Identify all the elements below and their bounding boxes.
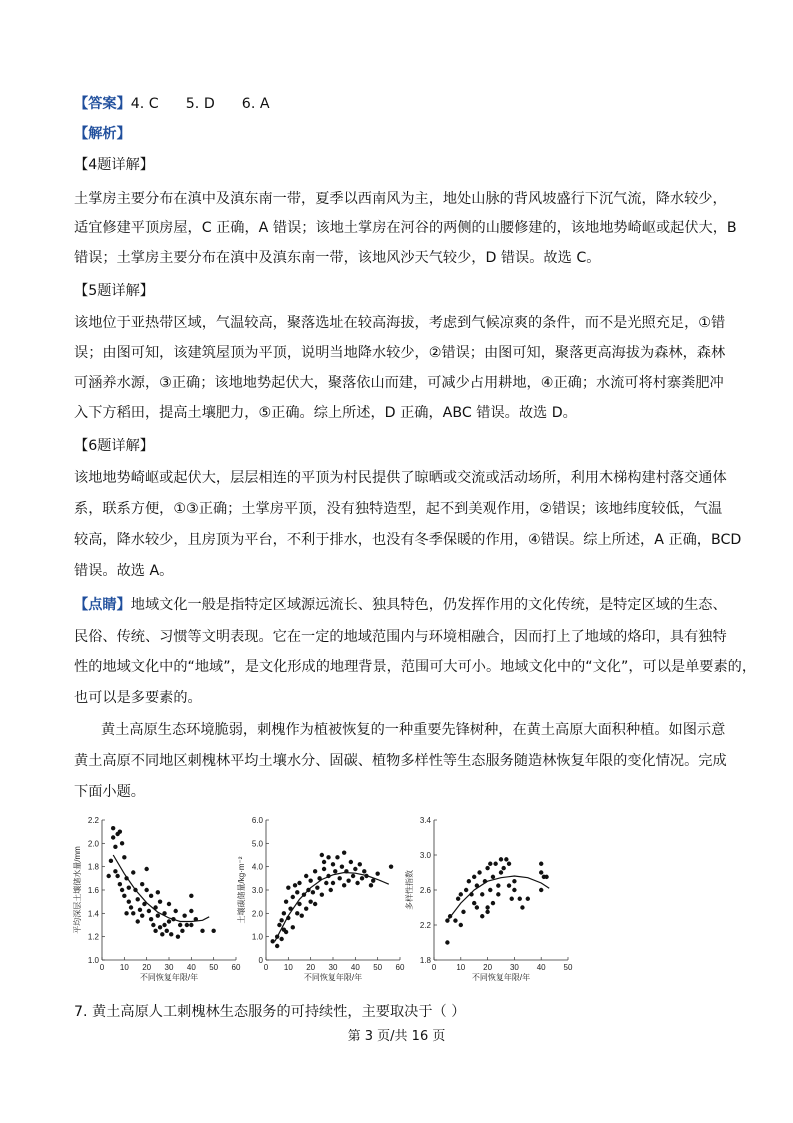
- x-tick-label: 50: [209, 963, 219, 972]
- y-axis-label: 土壤碳储量/kg·m⁻²: [237, 856, 246, 924]
- data-point: [329, 888, 333, 892]
- data-point: [544, 875, 548, 879]
- data-point: [153, 929, 157, 933]
- data-point: [371, 878, 375, 882]
- data-point: [358, 862, 362, 866]
- data-point: [127, 899, 131, 903]
- data-point: [189, 894, 193, 898]
- q4-text-line: 错误；土掌房主要分布在滇中及滇东南一带，该地风沙天气较少，D 错误。故选 C。: [74, 250, 601, 266]
- data-point: [147, 909, 151, 913]
- y-tick-label: 2.2: [419, 921, 431, 930]
- intro-text-line: 黄土高原生态环境脆弱，刺槐作为植被恢复的一种重要先锋树种，在黄土高原大面积种植。如图示意: [101, 722, 726, 738]
- data-point: [539, 870, 543, 874]
- q5-header: 【5题详解】: [74, 283, 154, 299]
- data-point: [151, 923, 155, 927]
- data-point: [313, 869, 317, 873]
- chart-soil-carbon: [232, 812, 412, 996]
- x-tick-label: 10: [119, 963, 129, 972]
- data-point: [488, 888, 492, 892]
- data-point: [293, 883, 297, 887]
- question-7: 7. 黄土高原人工刺槐林生态服务的可持续性，主要取决于（ ）: [74, 1004, 466, 1020]
- dianjing-line: 【点睛】地域文化一般是指特定区域源远流长、独具特色，仍发挥作用的文化传统，是特定区域的生态、: [74, 597, 727, 613]
- data-point: [113, 845, 117, 849]
- data-point: [211, 929, 215, 933]
- data-point: [286, 885, 290, 889]
- data-point: [122, 894, 126, 898]
- data-point: [140, 913, 144, 917]
- data-point: [149, 917, 153, 921]
- analysis-label: 【解析】: [74, 126, 131, 142]
- data-point: [189, 909, 193, 913]
- data-point: [291, 895, 295, 899]
- y-tick-label: 2.0: [251, 909, 263, 919]
- x-tick-label: 60: [395, 963, 405, 972]
- data-point: [346, 878, 350, 882]
- y-axis-label: 平均深层土壤储水量/mm: [73, 846, 82, 934]
- x-tick-label: 40: [186, 963, 196, 972]
- y-tick-label: 1.0: [87, 956, 99, 965]
- data-point: [331, 881, 335, 885]
- x-axis-label: 不同恢复年限/年: [471, 973, 531, 982]
- data-point: [389, 864, 393, 868]
- data-point: [138, 908, 142, 912]
- data-point: [311, 890, 315, 894]
- x-tick-label: 60: [231, 963, 241, 972]
- data-point: [491, 875, 495, 879]
- data-point: [136, 919, 140, 923]
- y-tick-label: 4.0: [251, 862, 263, 872]
- chart-soil-carbon-svg: [232, 812, 412, 992]
- data-point: [496, 883, 500, 887]
- x-tick-label: 20: [142, 963, 152, 972]
- data-point: [322, 867, 326, 871]
- data-point: [351, 874, 355, 878]
- data-point: [355, 881, 359, 885]
- data-point: [297, 881, 301, 885]
- y-tick-label: 3.0: [419, 851, 431, 860]
- data-point: [127, 885, 131, 889]
- chart-diversity-svg: [400, 812, 580, 992]
- data-point: [315, 885, 319, 889]
- data-point: [279, 937, 283, 941]
- dianjing-text-line: 性的地域文化中的“地域”，是文化形成的地理背景，范围可大可小。地域文化中的“文化”，可以是单要素的，: [74, 659, 757, 675]
- y-axis-label: 多样性指数: [405, 870, 414, 910]
- data-point: [308, 899, 312, 903]
- answer-text: 4. C 5. D 6. A: [130, 96, 270, 112]
- data-point: [375, 871, 379, 875]
- data-point: [491, 901, 495, 905]
- data-point: [167, 919, 171, 923]
- x-axis-label: 不同恢复年限/年: [303, 973, 363, 982]
- data-point: [480, 914, 484, 918]
- data-point: [464, 888, 468, 892]
- x-tick-label: 20: [483, 963, 493, 972]
- data-point: [331, 862, 335, 866]
- data-point: [149, 894, 153, 898]
- data-point: [507, 862, 511, 866]
- data-point: [107, 874, 111, 878]
- data-point: [180, 929, 184, 933]
- x-tick-label: 50: [373, 963, 383, 972]
- dianjing-text-line: 民俗、传统、习惯等文明表现。它在一定的地域范围内与环境相融合，因而打上了地域的烙印，具有独特: [74, 629, 727, 645]
- data-point: [496, 892, 500, 896]
- data-point: [156, 890, 160, 894]
- data-point: [475, 905, 479, 909]
- data-point: [353, 867, 357, 871]
- data-point: [109, 859, 113, 863]
- q5-text-line: 误；由图可知，该建筑屋顶为平顶，说明当地降水较少，②错误；由图可知，聚落更高海拔为森林，森林: [74, 345, 726, 361]
- data-point: [156, 913, 160, 917]
- x-tick-label: 0: [99, 963, 105, 972]
- x-tick-label: 40: [350, 963, 360, 972]
- data-point: [122, 855, 126, 859]
- data-point: [271, 939, 275, 943]
- data-point: [140, 882, 144, 886]
- data-point: [320, 892, 324, 896]
- intro-text-line: 下面小题。: [74, 784, 145, 800]
- data-point: [526, 897, 530, 901]
- data-point: [275, 944, 279, 948]
- chart-soil-water: [68, 812, 248, 996]
- intro-text-line: 黄土高原不同地区刺槐林平均土壤水分、固碳、植物多样性等生态服务随造林恢复年限的变化情况。完成: [74, 753, 727, 769]
- data-point: [333, 869, 337, 873]
- data-point: [162, 923, 166, 927]
- data-point: [322, 860, 326, 864]
- q4-text-line: 土掌房主要分布在滇中及滇东南一带，夏季以西南风为主，地处山脉的背风坡盛行下沉气流，降水较少，: [74, 191, 727, 207]
- y-tick-label: 2.6: [419, 886, 431, 895]
- q6-text-line: 系，联系方便，①③正确；土掌房平顶，没有独特造型，起不到美观作用，②错误；该地纬度较低，气温: [74, 501, 723, 517]
- dianjing-text-line: 也可以是多要素的。: [74, 690, 202, 706]
- y-tick-label: 1.2: [87, 932, 99, 942]
- data-point: [169, 932, 173, 936]
- data-point: [120, 841, 124, 845]
- x-tick-label: 10: [283, 963, 293, 972]
- answer-line: [74, 94, 270, 114]
- x-tick-label: 30: [509, 963, 519, 972]
- data-point: [518, 897, 522, 901]
- data-point: [304, 874, 308, 878]
- data-point: [362, 869, 366, 873]
- data-point: [282, 911, 286, 915]
- q6-text-line: 该地地势崎岖或起伏大，层层相连的平顶为村民提供了晾晒或交流或活动场所，利用木梯构建村落交通体: [74, 470, 727, 486]
- data-point: [335, 855, 339, 859]
- data-point: [313, 902, 317, 906]
- y-tick-label: 1.0: [251, 932, 263, 942]
- data-point: [111, 835, 115, 839]
- data-point: [118, 882, 122, 886]
- x-tick-label: 40: [536, 963, 546, 972]
- y-tick-label: 2.0: [87, 839, 99, 849]
- chart-soil-water-svg: [68, 812, 248, 992]
- data-point: [295, 890, 299, 894]
- data-point: [488, 862, 492, 866]
- x-tick-label: 20: [306, 963, 316, 972]
- y-tick-label: 6.0: [251, 816, 263, 825]
- q6-text-line: 较高，降水较少，且房顶为平台，不利于排水，也没有冬季保暖的作用，④错误。综上所述，A 正确，BCD: [74, 532, 742, 548]
- data-point: [174, 909, 178, 913]
- q5-text-line: 该地位于亚热带区域，气温较高，聚落选址在较高海拔，考虑到气候凉爽的条件，而不是光照充足，①错: [74, 315, 726, 331]
- x-axis-label: 不同恢复年限/年: [139, 973, 199, 982]
- data-point: [459, 892, 463, 896]
- data-point: [461, 910, 465, 914]
- data-point: [165, 929, 169, 933]
- y-tick-label: 1.6: [87, 886, 99, 895]
- data-point: [118, 829, 122, 833]
- data-point: [453, 918, 457, 922]
- data-point: [178, 923, 182, 927]
- data-point: [501, 866, 505, 870]
- y-tick-label: 1.4: [87, 909, 99, 919]
- data-point: [342, 883, 346, 887]
- data-point: [338, 876, 342, 880]
- data-point: [144, 888, 148, 892]
- data-point: [539, 862, 543, 866]
- y-tick-label: 0: [258, 956, 263, 965]
- y-tick-label: 1.8: [87, 862, 99, 872]
- data-point: [158, 925, 162, 929]
- data-point: [129, 905, 133, 909]
- dianjing-label: 【点睛】: [74, 597, 131, 613]
- data-point: [279, 918, 283, 922]
- data-point: [284, 899, 288, 903]
- data-point: [369, 883, 373, 887]
- y-tick-label: 1.8: [419, 956, 431, 965]
- data-point: [467, 879, 471, 883]
- data-point: [136, 897, 140, 901]
- data-point: [472, 901, 476, 905]
- data-point: [459, 923, 463, 927]
- data-point: [167, 902, 171, 906]
- data-point: [510, 897, 514, 901]
- data-point: [340, 864, 344, 868]
- data-point: [320, 853, 324, 857]
- q6-text-line: 错误。故选 A。: [74, 563, 174, 579]
- data-point: [520, 905, 524, 909]
- data-point: [182, 913, 186, 917]
- data-point: [342, 850, 346, 854]
- data-point: [284, 930, 288, 934]
- data-point: [507, 883, 511, 887]
- data-point: [176, 934, 180, 938]
- data-point: [504, 857, 508, 861]
- x-tick-label: 0: [431, 963, 437, 972]
- chart-diversity: [400, 812, 580, 996]
- data-point: [158, 899, 162, 903]
- y-tick-label: 2.2: [87, 816, 99, 825]
- data-point: [113, 869, 117, 873]
- data-point: [539, 888, 543, 892]
- answer-label: 【答案】: [74, 96, 131, 112]
- data-point: [115, 874, 119, 878]
- q4-text-line: 适宜修建平顶房屋，C 正确，A 错误；该地土掌房在河谷的两侧的山腰修建的，该地地势崎岖或起伏大，B: [74, 220, 737, 236]
- data-point: [295, 911, 299, 915]
- page-footer: 第 3 页/共 16 页: [347, 1029, 446, 1044]
- data-point: [304, 906, 308, 910]
- data-point: [324, 881, 328, 885]
- data-point: [485, 910, 489, 914]
- q5-text-line: 可涵养水源，③正确；该地地势起伏大，聚落依山而建，可减少占用耕地，④正确；水流可将村寨粪肥冲: [74, 375, 724, 391]
- q5-text-line: 入下方稻田，提高土壤肥力，⑤正确。综上所述，D 正确，ABC 错误。故选 D。: [74, 405, 577, 421]
- data-point: [185, 923, 189, 927]
- x-tick-label: 30: [328, 963, 338, 972]
- data-point: [111, 826, 115, 830]
- data-point: [200, 929, 204, 933]
- x-tick-label: 0: [263, 963, 269, 972]
- data-point: [131, 870, 135, 874]
- y-tick-label: 3.4: [419, 816, 431, 825]
- x-tick-label: 30: [164, 963, 174, 972]
- q6-header: 【6题详解】: [74, 438, 154, 454]
- data-point: [512, 879, 516, 883]
- data-point: [144, 867, 148, 871]
- data-point: [189, 923, 193, 927]
- data-point: [456, 897, 460, 901]
- data-point: [480, 892, 484, 896]
- data-point: [326, 855, 330, 859]
- x-tick-label: 50: [563, 963, 573, 972]
- data-point: [120, 888, 124, 892]
- data-point: [291, 925, 295, 929]
- data-point: [160, 932, 164, 936]
- data-point: [485, 905, 489, 909]
- data-point: [349, 860, 353, 864]
- data-point: [499, 857, 503, 861]
- data-point: [300, 913, 304, 917]
- data-point: [131, 911, 135, 915]
- data-point: [493, 862, 497, 866]
- y-tick-label: 3.0: [251, 886, 263, 895]
- y-tick-label: 5.0: [251, 839, 263, 849]
- x-tick-label: 10: [456, 963, 466, 972]
- data-point: [485, 866, 489, 870]
- data-point: [472, 875, 476, 879]
- data-point: [124, 911, 128, 915]
- data-point: [512, 888, 516, 892]
- data-point: [477, 870, 481, 874]
- data-point: [277, 923, 281, 927]
- data-point: [360, 876, 364, 880]
- data-point: [499, 870, 503, 874]
- q4-header: 【4题详解】: [74, 157, 154, 173]
- data-point: [445, 940, 449, 944]
- data-point: [308, 878, 312, 882]
